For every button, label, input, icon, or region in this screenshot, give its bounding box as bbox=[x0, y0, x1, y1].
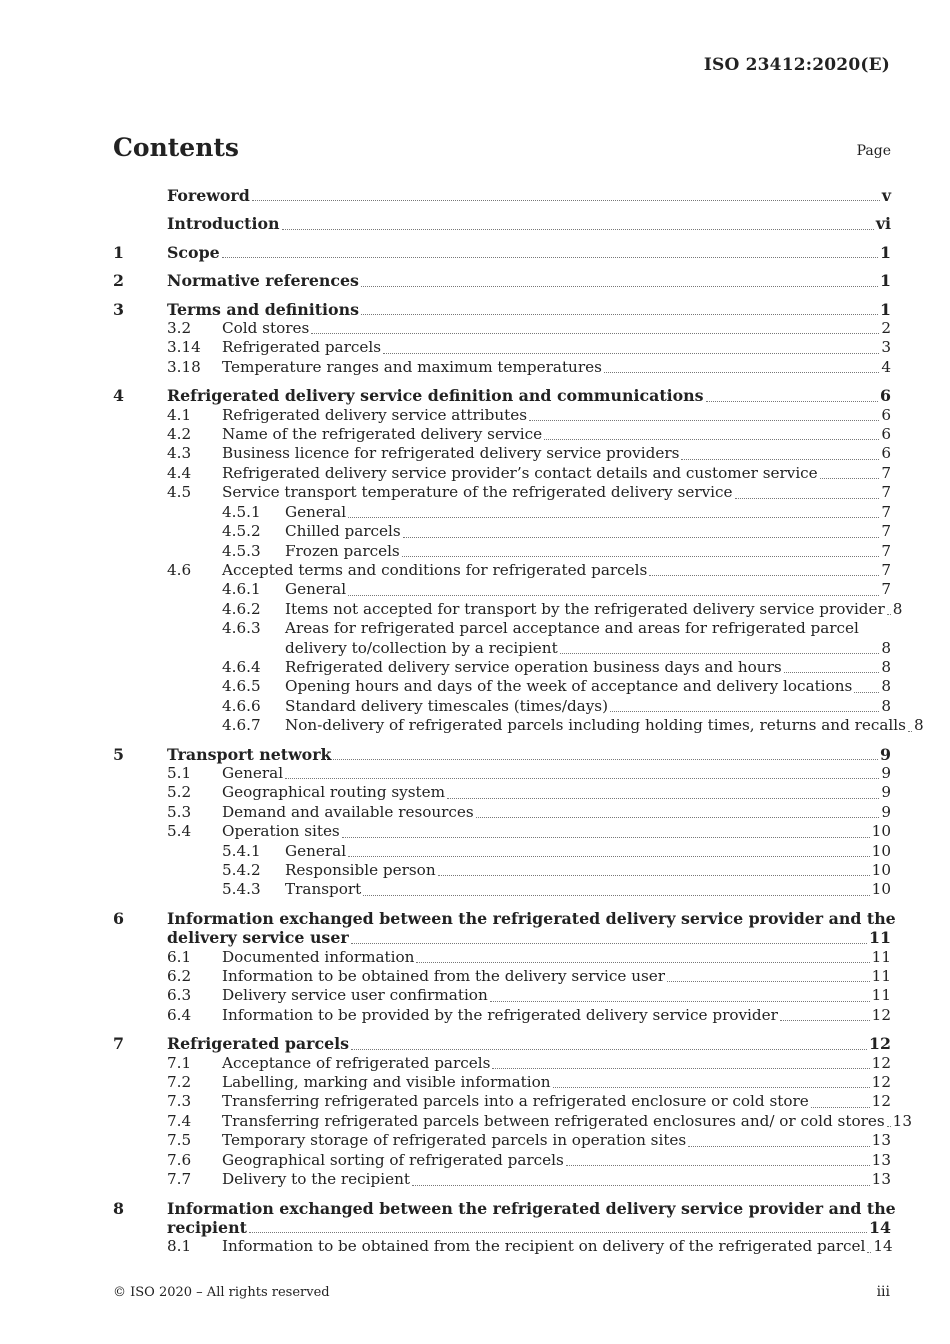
dot-leader bbox=[667, 981, 870, 982]
toc-entry-number: 4.6.6 bbox=[222, 696, 261, 715]
toc-entry-number bbox=[113, 214, 167, 233]
toc-entry-title: Responsible person bbox=[285, 861, 436, 879]
toc-entry[interactable] bbox=[113, 1170, 891, 1189]
toc-entry-title: Documented information bbox=[222, 947, 415, 966]
toc-entry-number: 7.5 bbox=[167, 1131, 192, 1150]
toc-entry-page: 3 bbox=[881, 338, 891, 357]
toc-entry-page: 9 bbox=[881, 802, 891, 821]
dot-leader bbox=[311, 333, 879, 334]
toc-entry-page: 1 bbox=[880, 299, 891, 319]
toc-entry-title: Geographical sorting of refrigerated parcels bbox=[222, 1150, 564, 1169]
toc-entry[interactable] bbox=[113, 967, 891, 986]
toc-entry-number: 7.1 bbox=[167, 1053, 192, 1072]
toc-entry-page: 1 bbox=[880, 242, 891, 262]
toc-entry-page: 14 bbox=[873, 1237, 893, 1256]
toc-entry-title: Demand and available resources bbox=[222, 802, 474, 821]
toc-entry-title: Transferring refrigerated parcels between refrigerated enclosures and/ or cold stores bbox=[222, 1111, 885, 1130]
toc-entry[interactable] bbox=[113, 444, 891, 463]
toc-entry-page: 10 bbox=[871, 861, 891, 879]
toc-entry-page: 10 bbox=[871, 841, 891, 860]
toc-entry-title: Non-delivery of refrigerated parcels including holding times, returns and recalls bbox=[285, 716, 906, 735]
toc-entry-number: 6.2 bbox=[167, 967, 192, 986]
toc-entry-title: Temporary storage of refrigerated parcels in operation sites bbox=[222, 1131, 687, 1150]
toc-entry-number: 6.4 bbox=[167, 1005, 192, 1024]
dot-leader bbox=[908, 731, 912, 732]
toc-entry-page: 9 bbox=[881, 763, 891, 782]
dot-leader bbox=[784, 672, 880, 673]
toc-entry-page: 6 bbox=[880, 386, 891, 406]
toc-entry-title: Items not accepted for transport by the refrigerated delivery service provider bbox=[285, 599, 885, 618]
toc-entry-page: 7 bbox=[881, 560, 891, 579]
toc-entry[interactable] bbox=[113, 697, 891, 716]
toc-entry[interactable] bbox=[113, 1034, 891, 1053]
toc-entry-number: 6.3 bbox=[167, 986, 192, 1005]
page-column-label: Page bbox=[856, 143, 891, 159]
dot-leader bbox=[706, 401, 878, 402]
dot-leader bbox=[222, 257, 878, 258]
toc-entry-title: Temperature ranges and maximum temperatures bbox=[222, 357, 602, 376]
toc-entry-title: Standard delivery timescales (times/days) bbox=[285, 696, 609, 715]
toc-entry-number: 4.4 bbox=[167, 463, 192, 482]
toc-entry-title: Transport bbox=[285, 880, 362, 899]
toc-entry-number: 4.5.3 bbox=[222, 541, 261, 560]
toc-entry-title: Service transport temperature of the refrigerated delivery service bbox=[222, 483, 733, 502]
toc-entry[interactable] bbox=[113, 599, 903, 619]
toc-entry-number: 4.6.1 bbox=[222, 580, 261, 599]
toc-entry[interactable] bbox=[113, 214, 891, 233]
dot-leader bbox=[351, 943, 867, 944]
toc-entry-number: 4.1 bbox=[167, 405, 192, 424]
toc-entry-title: Scope bbox=[167, 242, 220, 262]
toc-entry-title: Refrigerated delivery service operation business days and hours bbox=[285, 657, 782, 676]
toc-entry-title-continued: recipient bbox=[167, 1217, 247, 1237]
dot-leader bbox=[438, 875, 870, 876]
toc-entry-page: 9 bbox=[881, 783, 891, 802]
dot-leader bbox=[492, 1068, 869, 1069]
toc-entry[interactable] bbox=[113, 716, 924, 735]
dot-leader bbox=[285, 778, 879, 779]
dot-leader bbox=[820, 478, 880, 479]
toc-entry-number: 4.5 bbox=[167, 483, 192, 502]
toc-entry-number: 4.5.2 bbox=[222, 522, 261, 541]
toc-entry-title: Refrigerated delivery service definition and communications bbox=[167, 386, 704, 406]
toc-entry-title: Information to be provided by the refrigerated delivery service provider bbox=[222, 1005, 778, 1024]
toc-entry-page: 8 bbox=[892, 599, 903, 618]
toc-entry[interactable] bbox=[113, 1006, 891, 1025]
dot-leader bbox=[416, 962, 869, 963]
toc-entry-number: 4.6.5 bbox=[222, 677, 261, 696]
toc-entry[interactable] bbox=[113, 271, 891, 290]
dot-leader bbox=[529, 420, 879, 421]
toc-entry[interactable] bbox=[113, 764, 891, 783]
dot-leader bbox=[476, 817, 880, 818]
toc-entry-title: Accepted terms and conditions for refrigerated parcels bbox=[222, 560, 648, 579]
toc-entry-title: Cold stores bbox=[222, 319, 310, 338]
toc-entry-title: Information exchanged between the refrigerated delivery service provider and the bbox=[167, 908, 896, 928]
dot-leader bbox=[681, 459, 879, 460]
toc-entry-page: 7 bbox=[881, 541, 891, 560]
toc-entry-number: 7.3 bbox=[167, 1092, 192, 1111]
toc-entry-number: 4.6.3 bbox=[222, 619, 261, 638]
dot-leader bbox=[610, 711, 879, 712]
toc-entry-number: 5.1 bbox=[167, 763, 192, 782]
toc-entry-number: 7.7 bbox=[167, 1170, 192, 1189]
toc-entry-number: 6.1 bbox=[167, 947, 192, 966]
dot-leader bbox=[887, 614, 891, 615]
toc-entry-page: 7 bbox=[881, 522, 891, 541]
toc-entry-page: 11 bbox=[871, 947, 891, 966]
toc-entry-page: 12 bbox=[869, 1034, 891, 1054]
toc-entry-number: 6 bbox=[113, 908, 124, 928]
toc-entry-title: Transferring refrigerated parcels into a refrigerated enclosure or cold store bbox=[222, 1092, 809, 1111]
dot-leader bbox=[544, 439, 879, 440]
toc-entry-number: 3 bbox=[113, 299, 124, 319]
toc-entry-title: Terms and definitions bbox=[167, 299, 359, 319]
toc-entry-title: Introduction bbox=[167, 214, 280, 234]
toc-entry-page: 12 bbox=[871, 1053, 891, 1072]
toc-entry-title: Delivery to the recipient bbox=[222, 1170, 410, 1189]
toc-entry[interactable] bbox=[113, 948, 891, 967]
toc-entry-page: 14 bbox=[869, 1217, 891, 1237]
toc-entry[interactable] bbox=[113, 822, 891, 841]
toc-entry[interactable] bbox=[113, 1151, 891, 1170]
toc-entry-page: 6 bbox=[881, 425, 891, 444]
toc-entry[interactable] bbox=[113, 1092, 891, 1111]
toc-entry-page: 12 bbox=[871, 1092, 891, 1111]
toc-entry-title: General bbox=[285, 580, 347, 599]
toc-entry-page: 6 bbox=[881, 444, 891, 463]
toc-entry[interactable] bbox=[113, 483, 891, 502]
toc-entry[interactable] bbox=[113, 503, 891, 522]
toc-entry-page: 8 bbox=[881, 696, 891, 715]
toc-entry-page: 8 bbox=[913, 716, 924, 735]
dot-leader bbox=[348, 856, 870, 857]
toc-entry-number: 4.2 bbox=[167, 425, 192, 444]
toc-entry[interactable] bbox=[113, 1237, 891, 1256]
toc-entry-number: 5.2 bbox=[167, 783, 192, 802]
toc-entry-number: 7.4 bbox=[167, 1111, 192, 1130]
dot-leader bbox=[363, 895, 869, 896]
toc-entry-page: 11 bbox=[871, 986, 891, 1005]
toc-entry-title: Refrigerated parcels bbox=[167, 1034, 350, 1054]
toc-entry[interactable] bbox=[113, 300, 891, 319]
toc-entry-title: Information to be obtained from the recipient on delivery of the refrigerated parcel bbox=[222, 1237, 866, 1256]
dot-leader bbox=[383, 353, 879, 354]
toc-entry-page: 7 bbox=[881, 463, 891, 482]
toc-entry-title: Acceptance of refrigerated parcels bbox=[222, 1053, 491, 1072]
toc-entry-page: 7 bbox=[881, 502, 891, 521]
dot-leader bbox=[348, 517, 879, 518]
toc-entry-page: 13 bbox=[871, 1170, 891, 1189]
toc-entry-title: Areas for refrigerated parcel acceptance and areas for refrigerated parcel bbox=[285, 619, 859, 638]
toc-entry-page: 8 bbox=[881, 677, 891, 696]
toc-entry-number bbox=[113, 186, 167, 205]
dot-leader bbox=[412, 1185, 870, 1186]
toc-entry-number: 4 bbox=[113, 386, 124, 406]
toc-entry-title: Refrigerated parcels bbox=[222, 338, 382, 357]
toc-entry-number: 7 bbox=[113, 1034, 124, 1054]
dot-leader bbox=[361, 314, 878, 315]
toc-entry-number: 7.6 bbox=[167, 1150, 192, 1169]
toc-entry-page: 2 bbox=[881, 319, 891, 338]
dot-leader bbox=[249, 1232, 867, 1233]
toc-entry[interactable] bbox=[113, 386, 891, 405]
document-id: ISO 23412:2020(E) bbox=[703, 55, 890, 75]
toc-entry-number: 4.6.4 bbox=[222, 657, 261, 676]
dot-leader bbox=[553, 1087, 870, 1088]
toc-entry-page: v bbox=[881, 186, 891, 205]
toc-entry-page: 13 bbox=[892, 1111, 912, 1130]
toc-entry-title-continued: delivery service user bbox=[167, 928, 349, 948]
toc-entry-title-continued: delivery to/collection by a recipient bbox=[285, 638, 558, 657]
toc-entry[interactable] bbox=[113, 338, 891, 357]
dot-leader bbox=[403, 537, 880, 538]
toc-entry-page: vi bbox=[875, 214, 891, 234]
toc-entry[interactable] bbox=[113, 561, 891, 580]
toc-entry-page: 10 bbox=[871, 880, 891, 899]
dot-leader bbox=[402, 556, 880, 557]
dot-leader bbox=[333, 759, 878, 760]
toc-entry-page: 4 bbox=[881, 357, 891, 376]
dot-leader bbox=[867, 1252, 871, 1253]
toc-entry-number: 3.18 bbox=[167, 357, 201, 376]
toc-entry-number: 5 bbox=[113, 744, 124, 764]
table-of-contents bbox=[113, 186, 924, 1257]
toc-entry[interactable] bbox=[113, 880, 891, 899]
dot-leader bbox=[854, 692, 879, 693]
toc-entry-number: 4.6.2 bbox=[222, 599, 261, 618]
dot-leader bbox=[780, 1020, 870, 1021]
toc-entry[interactable] bbox=[113, 1111, 912, 1131]
toc-entry-title: Refrigerated delivery service provider’s contact details and customer service bbox=[222, 463, 818, 482]
toc-entry-page: 11 bbox=[871, 967, 891, 986]
toc-entry-number: 5.4.3 bbox=[222, 880, 261, 899]
copyright-footer: © ISO 2020 – All rights reserved bbox=[113, 1285, 330, 1300]
toc-entry-title: Information to be obtained from the delivery service user bbox=[222, 967, 666, 986]
dot-leader bbox=[560, 653, 880, 654]
toc-entry[interactable] bbox=[113, 1054, 891, 1073]
dot-leader bbox=[811, 1107, 870, 1108]
toc-entry-number: 5.4 bbox=[167, 822, 192, 841]
toc-entry-number: 4.3 bbox=[167, 444, 192, 463]
dot-leader bbox=[342, 837, 870, 838]
toc-entry[interactable] bbox=[113, 619, 891, 658]
toc-entry-page: 13 bbox=[871, 1131, 891, 1150]
toc-entry-title: Opening hours and days of the week of acceptance and delivery locations bbox=[285, 677, 853, 696]
toc-entry-number: 8 bbox=[113, 1198, 124, 1218]
toc-entry[interactable] bbox=[113, 1198, 896, 1238]
toc-entry-page: 7 bbox=[881, 483, 891, 502]
toc-entry-number: 4.6.7 bbox=[222, 716, 261, 735]
toc-entry[interactable] bbox=[113, 658, 891, 677]
toc-entry[interactable] bbox=[113, 243, 891, 262]
toc-entry-number: 3.2 bbox=[167, 319, 192, 338]
toc-entry-page: 8 bbox=[881, 657, 891, 676]
toc-entry-page: 8 bbox=[881, 638, 891, 657]
toc-entry[interactable] bbox=[113, 803, 891, 822]
dot-leader bbox=[282, 229, 874, 230]
toc-entry-number: 1 bbox=[113, 242, 124, 262]
dot-leader bbox=[735, 498, 880, 499]
toc-entry[interactable] bbox=[113, 358, 891, 377]
dot-leader bbox=[566, 1165, 870, 1166]
toc-entry-number: 3.14 bbox=[167, 338, 201, 357]
toc-entry-title: Delivery service user confirmation bbox=[222, 986, 488, 1005]
toc-entry-number: 4.6 bbox=[167, 560, 192, 579]
dot-leader bbox=[649, 575, 879, 576]
toc-entry-page: 12 bbox=[871, 1073, 891, 1092]
toc-entry[interactable] bbox=[113, 464, 891, 483]
toc-entry-title: Labelling, marking and visible information bbox=[222, 1073, 551, 1092]
dot-leader bbox=[348, 595, 879, 596]
toc-entry[interactable] bbox=[113, 319, 891, 338]
toc-entry[interactable] bbox=[113, 542, 891, 561]
toc-entry[interactable] bbox=[113, 861, 891, 880]
toc-entry-number: 8.1 bbox=[167, 1237, 192, 1256]
toc-entry-page: 13 bbox=[871, 1150, 891, 1169]
toc-entry-number: 7.2 bbox=[167, 1073, 192, 1092]
toc-entry-title: General bbox=[285, 502, 347, 521]
toc-entry-title: Frozen parcels bbox=[285, 541, 400, 560]
toc-entry-page: 7 bbox=[881, 580, 891, 599]
toc-entry-title: Normative references bbox=[167, 271, 359, 291]
toc-entry-page: 10 bbox=[871, 822, 891, 841]
toc-entry-page: 9 bbox=[880, 744, 891, 764]
toc-entry-title: Name of the refrigerated delivery service bbox=[222, 425, 543, 444]
toc-entry[interactable] bbox=[113, 986, 891, 1005]
footer-page-number: iii bbox=[876, 1284, 890, 1300]
toc-entry[interactable] bbox=[113, 522, 891, 541]
dot-leader bbox=[887, 1126, 891, 1127]
dot-leader bbox=[447, 798, 879, 799]
toc-entry-title: Chilled parcels bbox=[285, 522, 401, 541]
toc-entry[interactable] bbox=[113, 186, 891, 205]
toc-entry-number: 5.4.1 bbox=[222, 841, 261, 860]
toc-entry-title: Information exchanged between the refrigerated delivery service provider and the bbox=[167, 1198, 896, 1218]
toc-entry-page: 6 bbox=[881, 405, 891, 424]
toc-entry-number: 4.5.1 bbox=[222, 502, 261, 521]
toc-entry[interactable] bbox=[113, 406, 891, 425]
toc-entry-title: Geographical routing system bbox=[222, 783, 446, 802]
toc-entry-number: 5.3 bbox=[167, 802, 192, 821]
toc-entry-title: Foreword bbox=[167, 186, 250, 205]
toc-entry-title: Refrigerated delivery service attributes bbox=[222, 405, 528, 424]
toc-entry[interactable] bbox=[113, 908, 896, 948]
toc-entry-number: 2 bbox=[113, 271, 124, 291]
toc-entry[interactable] bbox=[113, 842, 891, 861]
toc-entry[interactable] bbox=[113, 1073, 891, 1092]
toc-entry-title: General bbox=[222, 763, 284, 782]
dot-leader bbox=[361, 286, 878, 287]
toc-entry[interactable] bbox=[113, 425, 891, 444]
page-title: Contents bbox=[113, 133, 240, 162]
toc-entry-title: Transport network bbox=[167, 744, 332, 764]
dot-leader bbox=[490, 1001, 870, 1002]
dot-leader bbox=[604, 372, 879, 373]
toc-entry[interactable] bbox=[113, 783, 891, 802]
dot-leader bbox=[688, 1146, 869, 1147]
toc-entry-number: 5.4.2 bbox=[222, 861, 261, 879]
toc-entry[interactable] bbox=[113, 745, 891, 764]
dot-leader bbox=[252, 200, 880, 201]
toc-entry-page: 1 bbox=[880, 271, 891, 291]
toc-entry-title: Business licence for refrigerated delivery service providers bbox=[222, 444, 680, 463]
toc-entry-title: Operation sites bbox=[222, 822, 340, 841]
toc-entry-page: 11 bbox=[869, 928, 891, 948]
toc-entry[interactable] bbox=[113, 677, 891, 696]
toc-entry[interactable] bbox=[113, 1131, 891, 1150]
toc-entry-title: General bbox=[285, 841, 347, 860]
dot-leader bbox=[351, 1049, 867, 1050]
toc-entry[interactable] bbox=[113, 580, 891, 599]
toc-entry-page: 12 bbox=[871, 1005, 891, 1024]
